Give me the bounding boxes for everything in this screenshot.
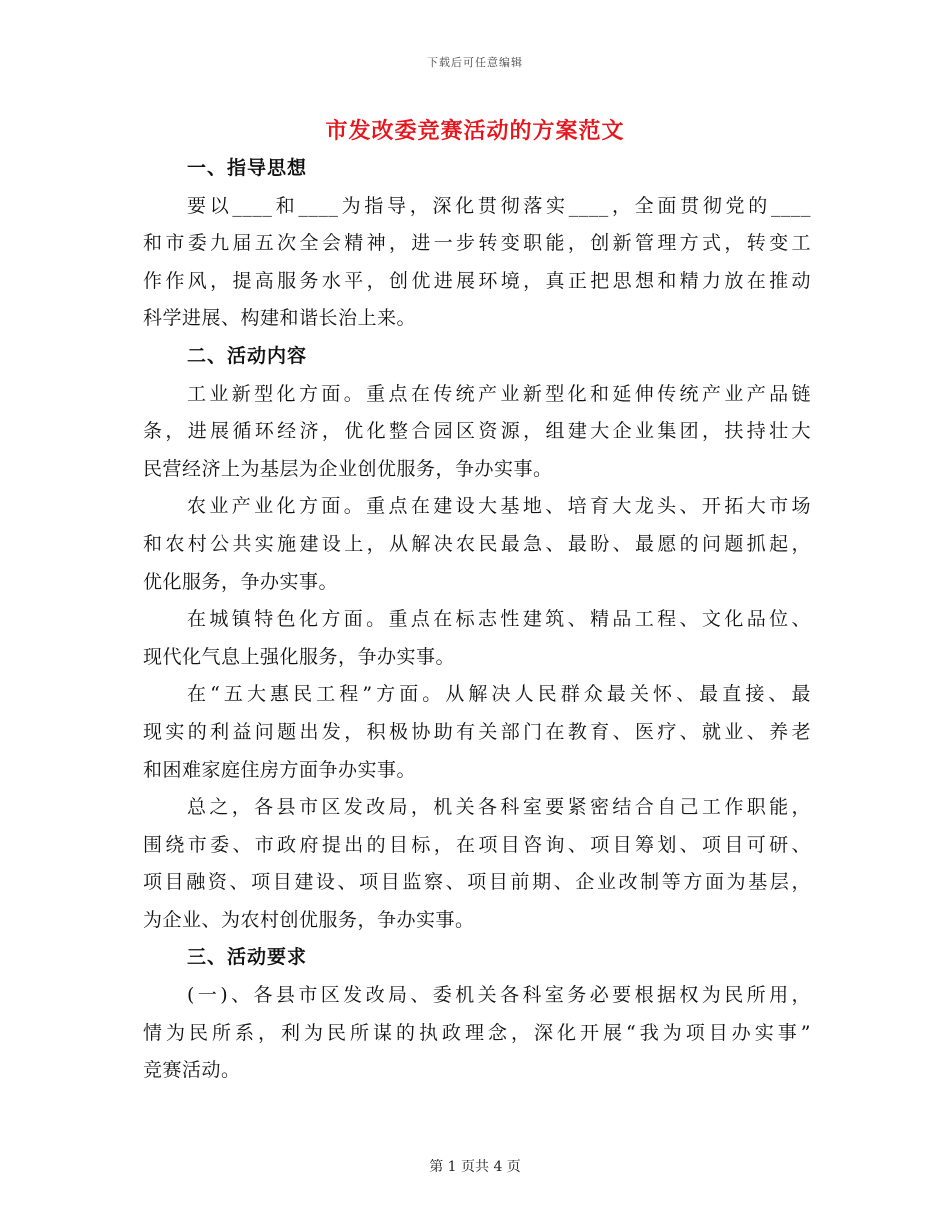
header-note: 下载后可任意编辑 xyxy=(427,56,523,69)
text-line: 在城镇特色化方面。重点在标志性建筑、精品工程、文化品位、 xyxy=(187,608,811,631)
text-line: 要以____和____为指导，深化贯彻落实____，全面贯彻党的____ xyxy=(187,194,811,217)
text-line: 工业新型化方面。重点在传统产业新型化和延伸传统产业产品链 xyxy=(187,382,811,405)
text-line: 和市委九届五次全会精神，进一步转变职能，创新管理方式，转变工 xyxy=(143,232,811,255)
text-line: 为企业、为农村创优服务，争办实事。 xyxy=(143,908,475,931)
paragraph xyxy=(143,188,811,338)
text-line: 情为民所系，利为民所谋的执政理念，深化开展“我为项目办实事” xyxy=(143,1021,811,1044)
text-line: 作作风，提高服务水平，创优进展环境，真正把思想和精力放在推动 xyxy=(143,269,811,292)
text-line: 农业产业化方面。重点在建设大基地、培育大龙头、开拓大市场 xyxy=(187,495,811,518)
paragraph xyxy=(143,601,811,676)
text-line: 科学进展、构建和谐长治上来。 xyxy=(143,307,417,330)
text-line: 和农村公共实施建设上，从解决农民最急、最盼、最愿的问题抓起， xyxy=(143,532,811,555)
paragraph xyxy=(143,376,811,489)
text-line: 总之，各县市区发改局，机关各科室要紧密结合自己工作职能， xyxy=(187,796,811,819)
text-line: 在“五大惠民工程”方面。从解决人民群众最关怀、最直接、最 xyxy=(187,683,811,706)
text-line: 围绕市委、市政府提出的目标，在项目咨询、项目筹划、项目可研、 xyxy=(143,833,811,856)
paragraph xyxy=(143,977,811,1090)
text-line: 优化服务，争办实事。 xyxy=(143,570,339,593)
paragraph xyxy=(143,676,811,789)
paragraph xyxy=(143,488,811,601)
section-heading: 三、活动要求 xyxy=(187,946,308,969)
text-line: 民营经济上为基层为企业创优服务，争办实事。 xyxy=(143,457,553,480)
text-line: 项目融资、项目建设、项目监察、项目前期、企业改制等方面为基层， xyxy=(143,871,811,894)
text-line: 条，进展循环经济，优化整合园区资源，组建大企业集团，扶持壮大 xyxy=(143,420,811,443)
text-line: 和困难家庭住房方面争办实事。 xyxy=(143,758,417,781)
text-line: (一)、各县市区发改局、委机关各科室务必要根据权为民所用， xyxy=(187,984,811,1007)
page-footer: 第 1 页共 4 页 xyxy=(429,1159,521,1175)
text-line: 竞赛活动。 xyxy=(143,1059,241,1082)
section-heading: 一、指导思想 xyxy=(187,157,308,179)
document-title: 市发改委竞赛活动的方案范文 xyxy=(325,118,625,144)
document-body xyxy=(143,150,811,1090)
text-line: 现代化气息上强化服务，争办实事。 xyxy=(143,645,456,668)
section-heading: 二、活动内容 xyxy=(187,344,308,367)
text-line: 现实的利益问题出发，积极协助有关部门在教育、医疗、就业、养老 xyxy=(143,720,811,743)
paragraph xyxy=(143,789,811,939)
